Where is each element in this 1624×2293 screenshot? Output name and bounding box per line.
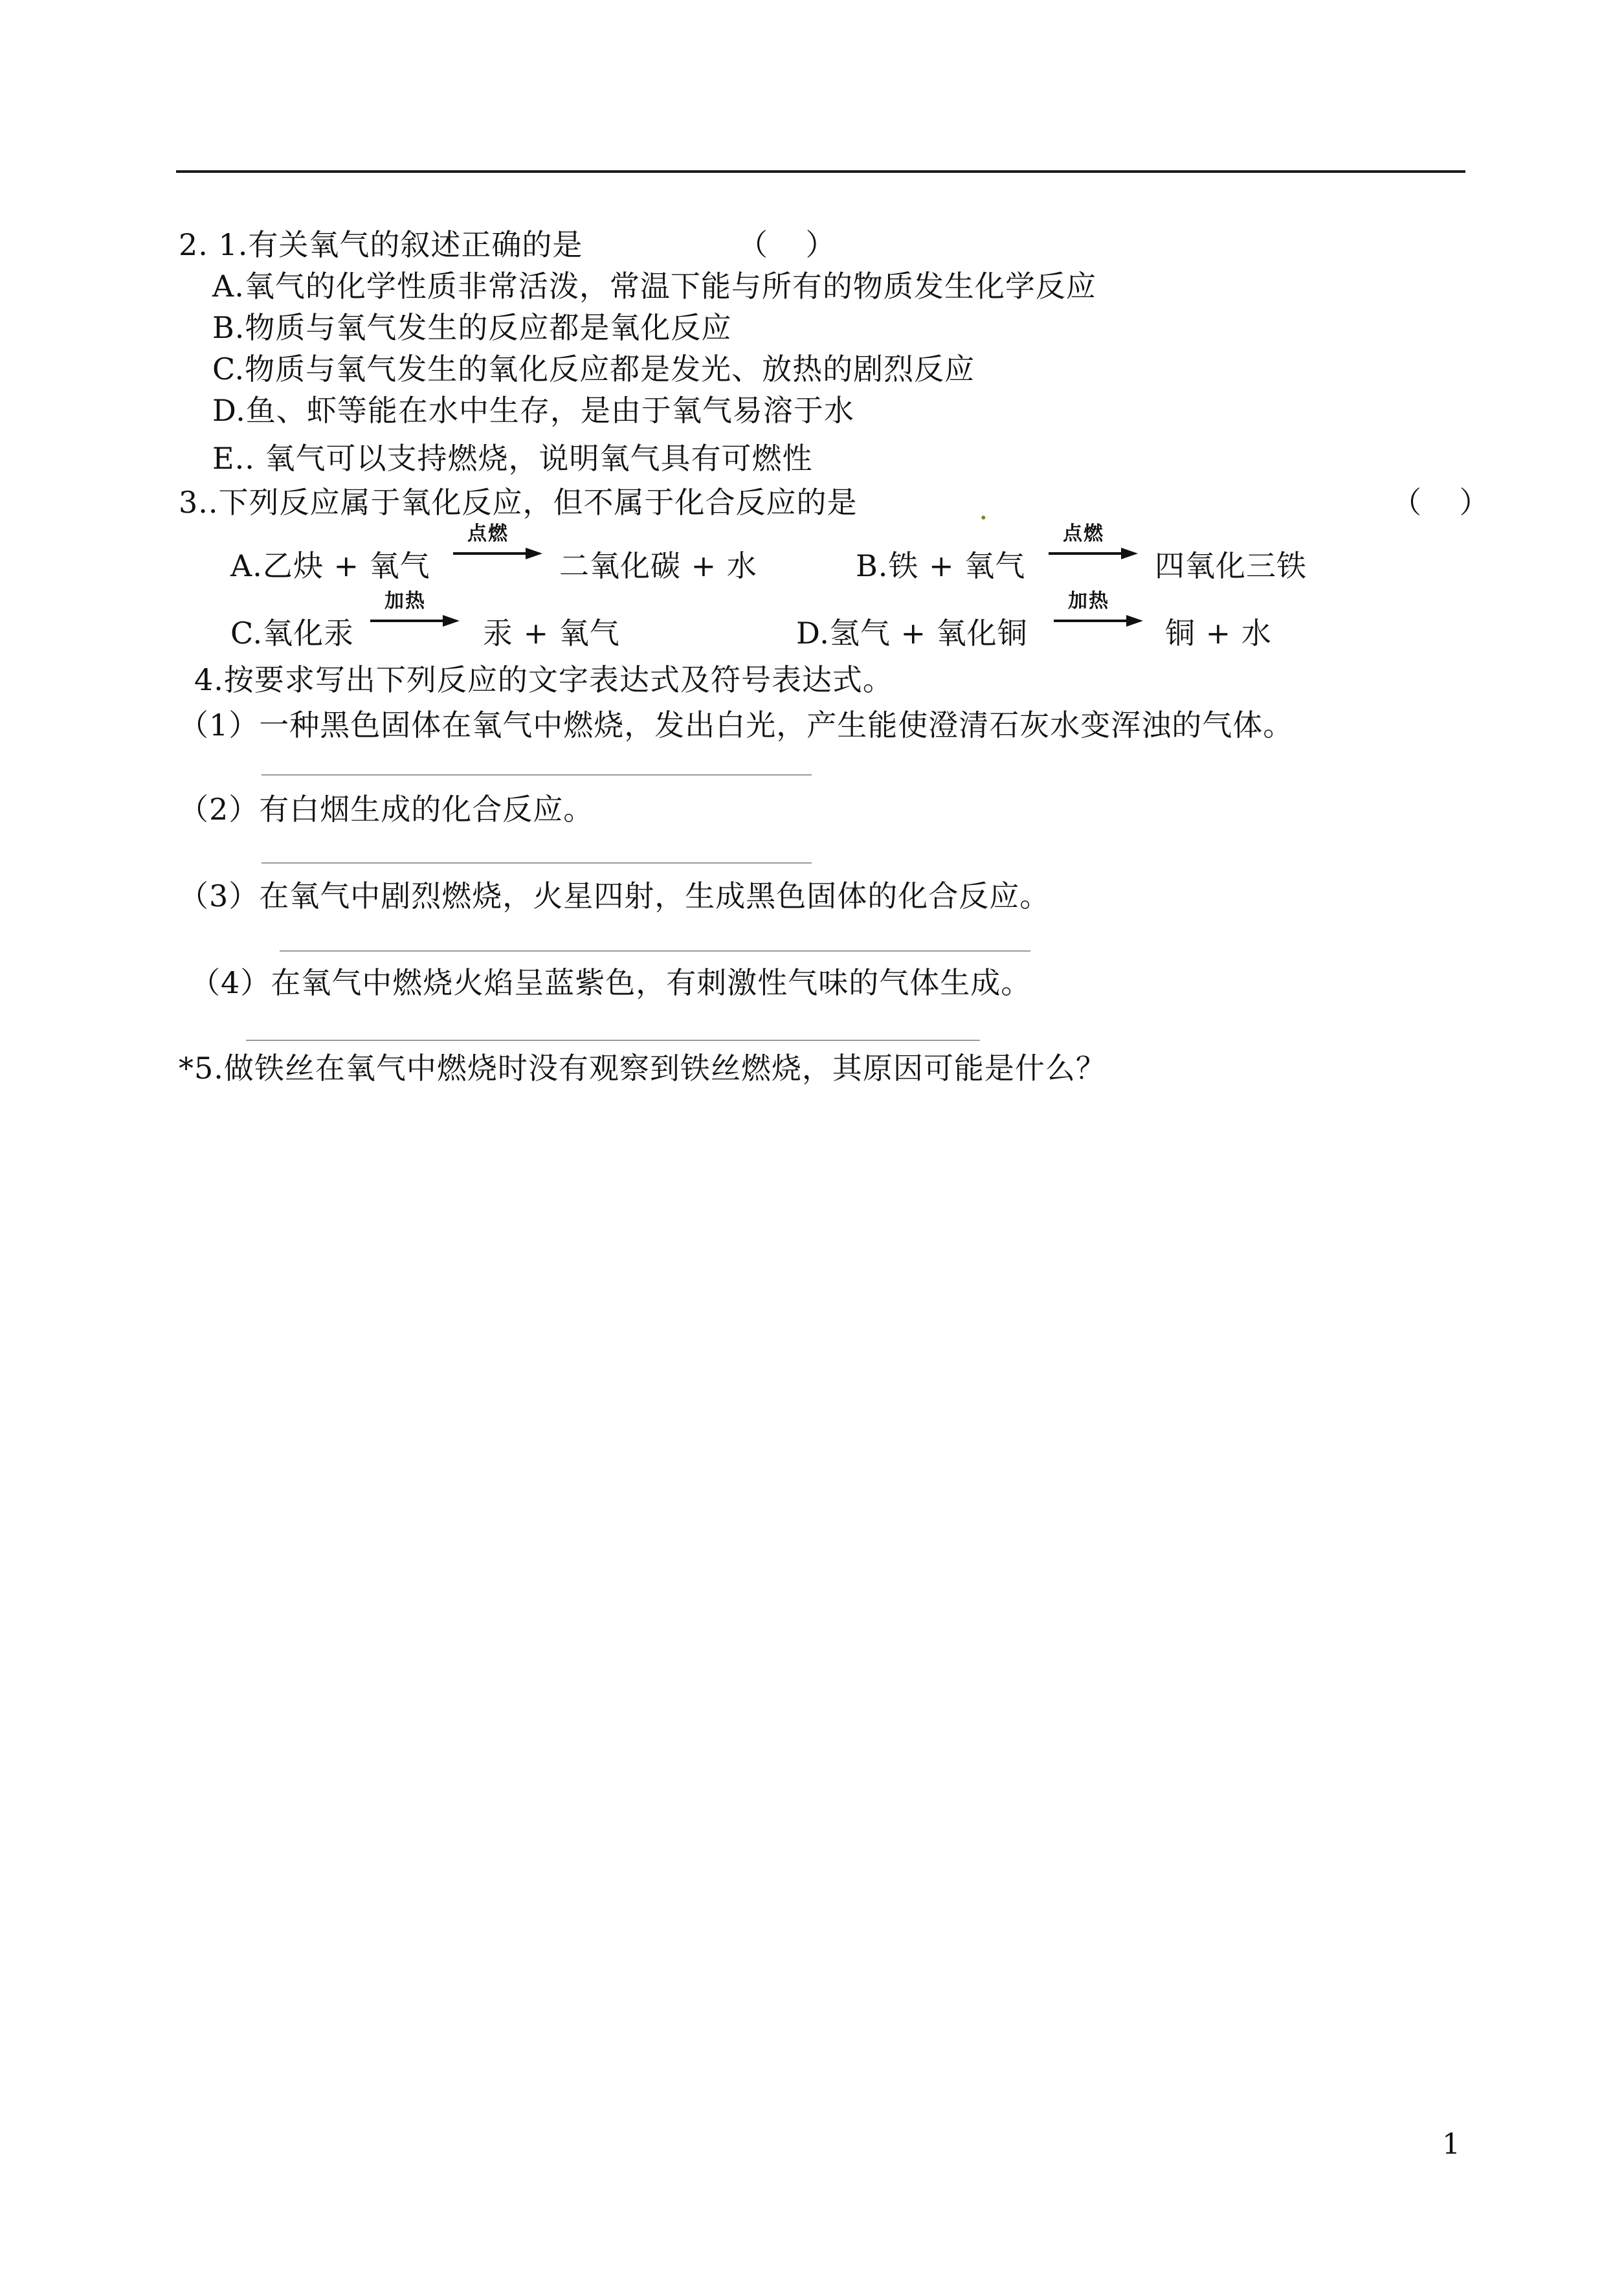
q4-item-1: （1）一种黑色固体在氧气中燃烧，发出白光，产生能使澄清石灰水变浑浊的气体。 bbox=[179, 708, 1294, 743]
q2-stem: 2. 1.有关氧气的叙述正确的是 bbox=[179, 227, 583, 262]
q2-answer-paren: （ ） bbox=[738, 227, 836, 262]
q3-option-a-condition: 点燃 bbox=[467, 522, 509, 545]
q3-option-b-arrow bbox=[1049, 522, 1139, 565]
q4-answer-line-1[interactable] bbox=[261, 774, 812, 776]
q3-stem: 3..下列反应属于氧化反应，但不属于化合反应的是 bbox=[179, 485, 858, 520]
q4-answer-line-2[interactable] bbox=[261, 862, 812, 864]
reaction-arrow-icon bbox=[1049, 546, 1139, 561]
q4-answer-line-3[interactable] bbox=[280, 950, 1030, 952]
q3-option-c-reactants: C.氧化汞 bbox=[230, 616, 355, 651]
q3-option-a-arrow bbox=[453, 522, 544, 565]
q3-option-d-products: 铜 + 水 bbox=[1165, 616, 1272, 651]
q3-option-b-reactants: B.铁 + 氧气 bbox=[856, 548, 1026, 583]
q2-option-a: A.氧气的化学性质非常活泼，常温下能与所有的物质发生化学反应 bbox=[212, 269, 1096, 304]
q2-option-d: D.鱼、虾等能在水中生存，是由于氧气易溶于水 bbox=[212, 393, 854, 428]
q4-answer-line-4[interactable] bbox=[246, 1040, 980, 1041]
q4-item-2: （2）有白烟生成的化合反应。 bbox=[179, 792, 594, 827]
reaction-arrow-icon bbox=[1054, 614, 1144, 628]
q3-option-d-condition: 加热 bbox=[1068, 590, 1109, 612]
q4-item-4: （4）在氧气中燃烧火焰呈蓝紫色，有刺激性气味的气体生成。 bbox=[190, 965, 1032, 1000]
q3-option-b-products: 四氧化三铁 bbox=[1155, 548, 1307, 583]
q3-option-a-reactants: A.乙炔 + 氧气 bbox=[230, 548, 430, 583]
page-number: 1 bbox=[1442, 2128, 1460, 2161]
q3-stray-dot: . bbox=[979, 491, 988, 526]
q3-answer-paren: （ ） bbox=[1392, 485, 1489, 520]
q2-option-e: E.. 氧气可以支持燃烧，说明氧气具有可燃性 bbox=[212, 441, 813, 476]
q4-stem: 4.按要求写出下列反应的文字表达式及符号表达式。 bbox=[194, 662, 893, 697]
q3-option-d-reactants: D.氢气 + 氧化铜 bbox=[796, 616, 1028, 651]
q4-item-3: （3）在氧气中剧烈燃烧，火星四射，生成黑色固体的化合反应。 bbox=[179, 878, 1051, 913]
q3-option-c-condition: 加热 bbox=[384, 590, 426, 612]
q3-option-d-arrow bbox=[1054, 590, 1144, 632]
reaction-arrow-icon bbox=[453, 546, 544, 561]
q3-option-c-products: 汞 + 氧气 bbox=[483, 616, 620, 651]
q5-stem: *5.做铁丝在氧气中燃烧时没有观察到铁丝燃烧，其原因可能是什么？ bbox=[179, 1051, 1106, 1086]
header-rule bbox=[176, 170, 1465, 173]
q2-option-c: C.物质与氧气发生的氧化反应都是发光、放热的剧烈反应 bbox=[212, 352, 975, 386]
reaction-arrow-icon bbox=[370, 614, 461, 628]
q3-option-b-condition: 点燃 bbox=[1063, 522, 1104, 545]
q3-option-c-arrow bbox=[370, 590, 461, 632]
q3-option-a-products: 二氧化碳 + 水 bbox=[559, 548, 757, 583]
q2-option-b: B.物质与氧气发生的反应都是氧化反应 bbox=[212, 310, 732, 345]
